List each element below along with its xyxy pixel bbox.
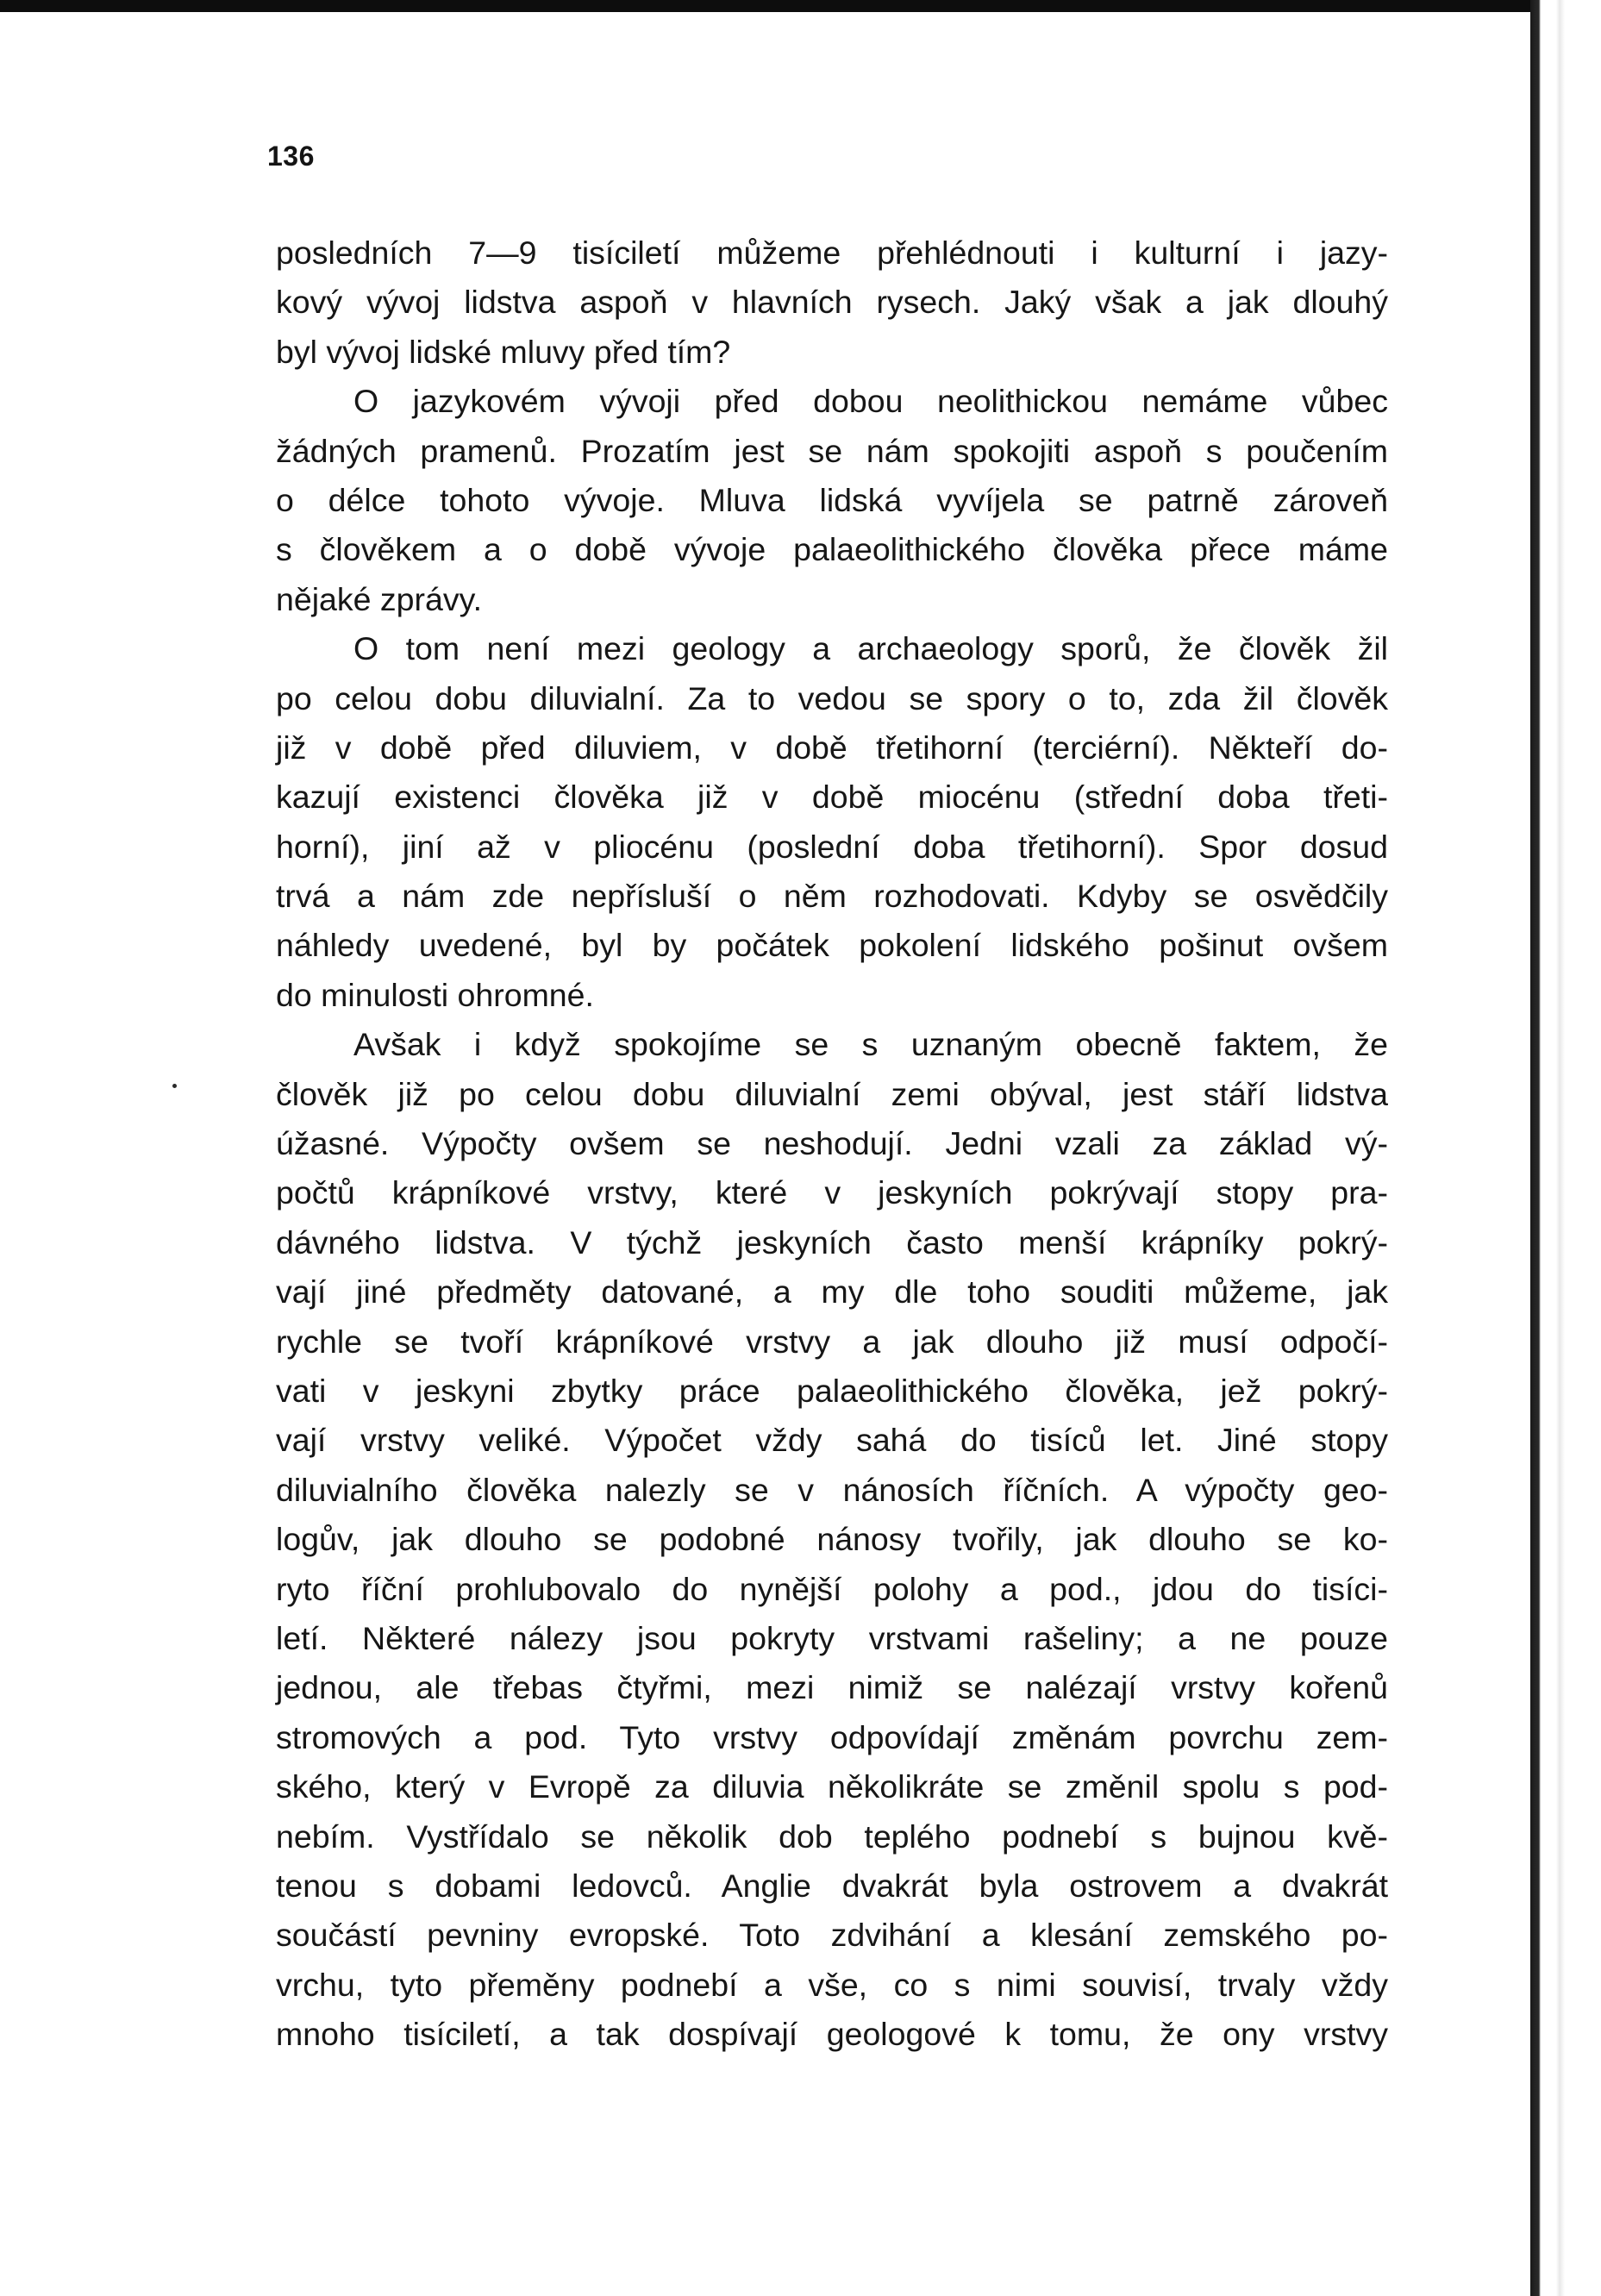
text-line: nebím. Vystřídalo se několik dob teplého podnebí s bujnou kvě- (276, 1817, 1388, 1855)
text-line: kový vývoj lidstva aspoň v hlavních rysech. Jaký však a jak dlouhý (276, 284, 1388, 321)
text-line: do minulosti ohromné. (276, 976, 594, 1013)
book-spine (1530, 0, 1601, 2296)
text-line: byl vývoj lidské mluvy před tím? (276, 333, 731, 370)
text-line: logův, jak dlouho se podobné nánosy tvořily, jak dlouho se ko- (276, 1521, 1388, 1558)
text-line: již v době před diluviem, v době třetihorní (terciérní). Někteří do- (276, 729, 1388, 766)
text-line: letí. Některé nálezy jsou pokryty vrstvami rašeliny; a ne pouze (276, 1619, 1388, 1656)
text-line: součástí pevniny evropské. Toto zdvihání a klesání zemského po- (276, 1917, 1388, 1954)
text-line: rychle se tvoří krápníkové vrstvy a jak dlouho již musí odpočí- (276, 1323, 1388, 1360)
text-line: diluvialního člověka nalezly se v nánosích říčních. A výpočty geo- (276, 1471, 1388, 1508)
text-line: trvá a nám zde nepřísluší o něm rozhodovati. Kdyby se osvědčily (276, 878, 1388, 915)
text-line: s člověkem a o době vývoje palaeolithického člověka přece máme (276, 531, 1388, 568)
text-line: horní), jiní až v pliocénu (poslední doba třetihorní). Spor dosud (276, 828, 1388, 865)
text-line: ryto říční prohlubovalo do nynější polohy a pod., jdou do tisíci- (276, 1570, 1388, 1607)
text-line: vrchu, tyto přeměny podnebí a vše, co s nimi souvisí, trvaly vždy (276, 1966, 1388, 2003)
text-line: nějaké zprávy. (276, 580, 483, 617)
text-line: kazují existenci člověka již v době miocénu (střední doba třeti- (276, 779, 1388, 816)
text-line: počtů krápníkové vrstvy, které v jeskyních pokrývají stopy pra- (276, 1174, 1388, 1211)
page-number: 136 (267, 141, 315, 172)
body-text (276, 228, 1388, 2059)
text-line: vají vrstvy veliké. Výpočet vždy sahá do tisíců let. Jiné stopy (276, 1422, 1388, 1459)
text-line: žádných pramenů. Prozatím jest se nám spokojiti aspoň s poučením (276, 432, 1388, 469)
text-line: Avšak i když spokojíme se s uznaným obecně faktem, že (353, 1026, 1388, 1063)
text-line: O tom není mezi geology a archaeology sporů, že člověk žil (353, 630, 1388, 667)
text-line: O jazykovém vývoji před dobou neolithickou nemáme vůbec (353, 383, 1388, 420)
text-line: stromových a pod. Tyto vrstvy odpovídají změnám povrchu zem- (276, 1718, 1388, 1755)
text-line: člověk již po celou dobu diluvialní zemi obýval, jest stáří lidstva (276, 1075, 1388, 1112)
text-line: o délce tohoto vývoje. Mluva lidská vyvíjela se patrně zároveň (276, 481, 1388, 518)
text-line: mnoho tisíciletí, a tak dospívají geologové k tomu, že ony vrstvy (276, 2016, 1388, 2053)
text-line: úžasné. Výpočty ovšem se neshodují. Jedni vzali za základ vý- (276, 1125, 1388, 1162)
text-line: náhledy uvedené, byl by počátek pokolení lidského pošinut ovšem (276, 927, 1388, 964)
margin-speck (172, 1084, 177, 1088)
text-line: tenou s dobami ledovců. Anglie dvakrát byla ostrovem a dvakrát (276, 1867, 1388, 1904)
text-line: posledních 7—9 tisíciletí můžeme přehlédnouti i kulturní i jazy- (276, 235, 1388, 271)
text-line: dávného lidstva. V týchž jeskyních často menší krápníky pokrý- (276, 1223, 1388, 1261)
text-line: vají jiné předměty datované, a my dle toho souditi můžeme, jak (276, 1273, 1388, 1311)
text-line: jednou, ale třebas čtyřmi, mezi nimiž se nalézají vrstvy kořenů (276, 1669, 1388, 1706)
text-line: po celou dobu diluvialní. Za to vedou se spory o to, zda žil člověk (276, 679, 1388, 716)
text-line: vati v jeskyni zbytky práce palaeolithického člověka, jež pokrý- (276, 1372, 1388, 1409)
text-line: ského, který v Evropě za diluvia několikráte se změnil spolu s pod- (276, 1768, 1388, 1805)
